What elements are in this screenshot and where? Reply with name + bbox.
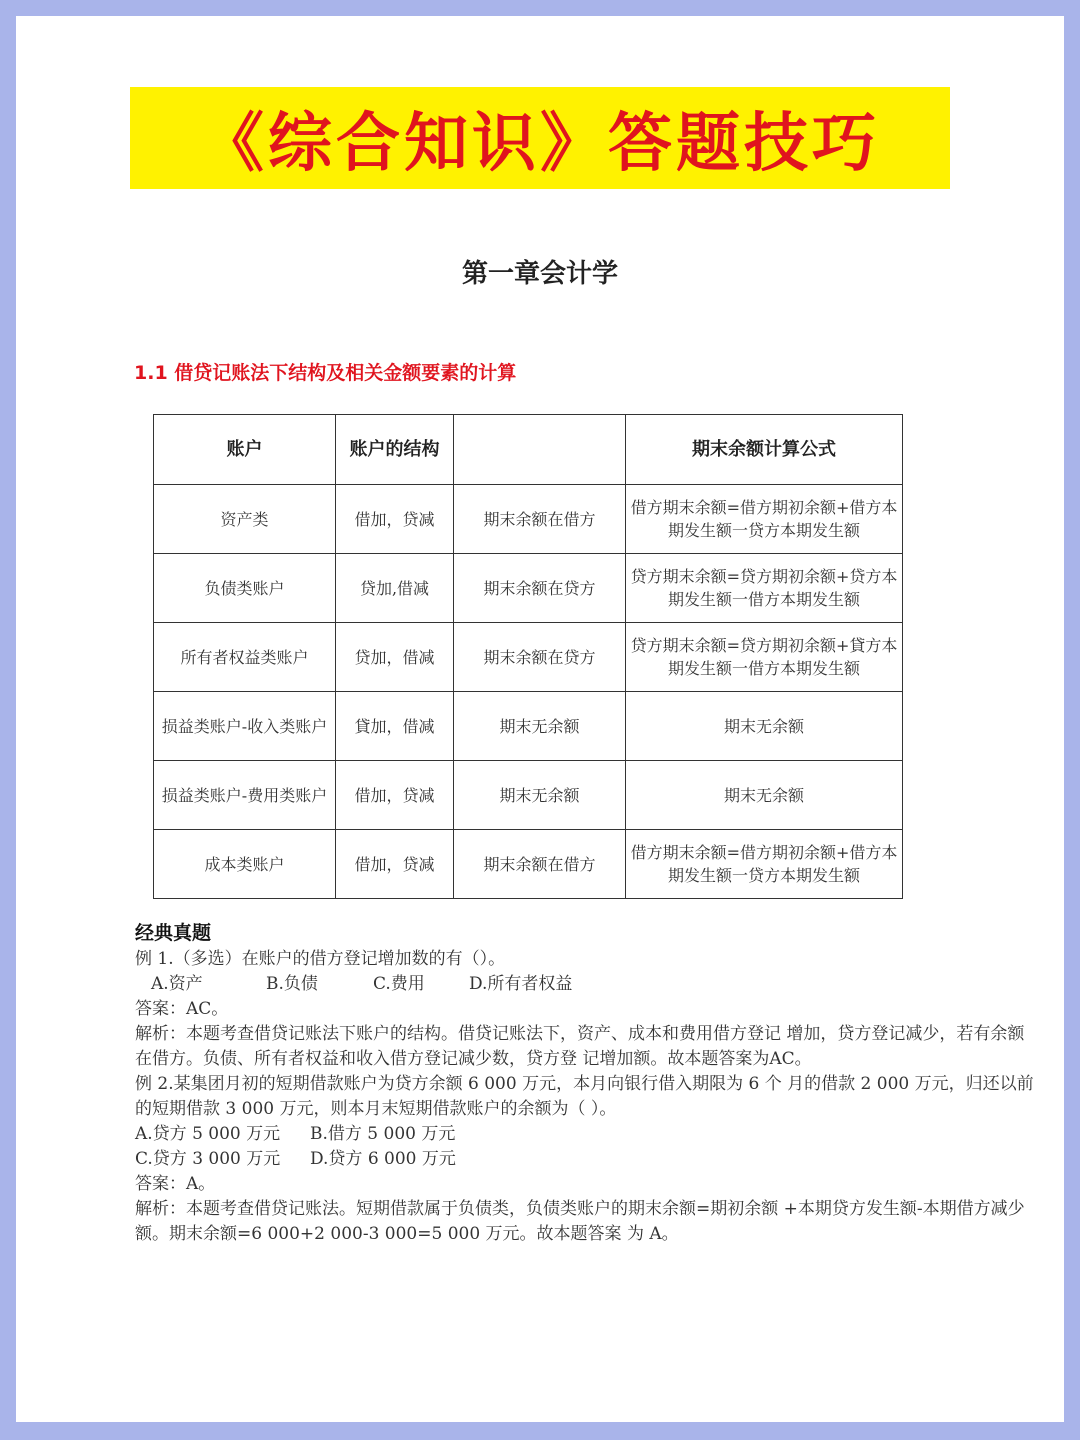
example-1-question: 例 1.（多选）在账户的借方登记增加数的有（）。 <box>135 949 506 969</box>
example-1-analysis: 解析：本题考查借贷记账法下账户的结构。借贷记账法下，资产、成本和费用借方登记 增加，贷方登记减少，若有余额在借方。负债、所有者权益和收入借方登记减少数，贷方登 记增加额。故本题答案为AC。 <box>135 1024 1025 1069</box>
option-d: D.所有者权益 <box>469 974 573 994</box>
example-2-analysis: 解析：本题考查借贷记账法。短期借款属于负债类，负债类账户的期末余额=期初余额 +本期贷方发生额-本期借方减少额。期末余额=6 000+2 000-3 000=5 000 万元。故本题答案 为 A。 <box>135 1199 1025 1244</box>
example-1-options <box>135 972 1035 997</box>
account-structure-table <box>153 414 903 899</box>
table-cell: 借加，贷减 <box>336 830 454 899</box>
table-cell: 期末无余额 <box>626 761 903 830</box>
table-cell: 借方期末余额=借方期初余额+借方本期发生额一贷方本期发生额 <box>626 485 903 554</box>
table-cell: 貸加，借减 <box>336 692 454 761</box>
option-c: C.贷方 3 000 万元 <box>135 1149 281 1169</box>
header-cell: 账户 <box>154 415 336 485</box>
table-cell: 成本类账户 <box>154 830 336 899</box>
table-cell: 期末余额在借方 <box>454 830 626 899</box>
table-cell: 负债类账户 <box>154 554 336 623</box>
examples-heading: 经典真题 <box>135 922 212 944</box>
example-2-question: 例 2.某集团月初的短期借款账户为贷方余额 6 000 万元，本月向银行借入期限为 6 个 月的借款 2 000 万元，归还以前的短期借款 3 000 万元，则本月末短期借款账户的余额为（ ）。 <box>135 1074 1034 1119</box>
table-cell: 期末余额在贷方 <box>454 554 626 623</box>
header-cell: 账户的结构 <box>336 415 454 485</box>
title-banner <box>130 87 950 189</box>
header-cell: 期末余额计算公式 <box>626 415 903 485</box>
header-cell <box>454 415 626 485</box>
table-row <box>154 554 903 623</box>
table-cell: 期末无余额 <box>454 761 626 830</box>
option-b: B.负债 <box>266 974 318 994</box>
table-cell: 贷方期末余额=贷方期初余额+貸方本期发生额一借方本期发生额 <box>626 623 903 692</box>
table-cell: 借加，贷减 <box>336 485 454 554</box>
example-2-options-row-1 <box>135 1122 1035 1147</box>
section-title: 1.1 借贷记账法下结构及相关金额要素的计算 <box>134 362 517 384</box>
table-cell: 借方期末余额=借方期初余额+借方本期发生额一贷方本期发生额 <box>626 830 903 899</box>
document-page <box>16 16 1064 1422</box>
table-cell: 贷加，借减 <box>336 623 454 692</box>
table-cell: 所有者权益类账户 <box>154 623 336 692</box>
option-a: A.贷方 5 000 万元 <box>135 1124 281 1144</box>
table-cell: 借加，贷减 <box>336 761 454 830</box>
classic-questions <box>135 919 1035 1247</box>
option-d: D.贷方 6 000 万元 <box>310 1149 456 1169</box>
table-row <box>154 623 903 692</box>
option-b: B.借方 5 000 万元 <box>310 1124 456 1144</box>
table-cell: 贷加,借减 <box>336 554 454 623</box>
table-cell: 资产类 <box>154 485 336 554</box>
option-c: C.费用 <box>373 974 425 994</box>
table-cell: 期末无余额 <box>626 692 903 761</box>
example-2-answer: 答案：A。 <box>135 1174 216 1194</box>
option-a: A.资产 <box>151 974 203 994</box>
table-cell: 期末无余额 <box>454 692 626 761</box>
table-row <box>154 692 903 761</box>
example-2-options-row-2 <box>135 1147 1035 1172</box>
table-cell: 期末余额在借方 <box>454 485 626 554</box>
chapter-title: 第一章会计学 <box>461 259 618 289</box>
table-row <box>154 485 903 554</box>
table-cell: 贷方期末余额=贷方期初余额+贷方本期发生额一借方本期发生额 <box>626 554 903 623</box>
table-header-row <box>154 415 903 485</box>
example-1-answer: 答案：AC。 <box>135 999 229 1019</box>
table-row <box>154 761 903 830</box>
table-cell: 期末余额在贷方 <box>454 623 626 692</box>
table-cell: 损益类账户-费用类账户 <box>154 761 336 830</box>
banner-title: 《综合知识》答题技巧 <box>200 107 880 181</box>
table-cell: 损益类账户-收入类账户 <box>154 692 336 761</box>
table-row <box>154 830 903 899</box>
